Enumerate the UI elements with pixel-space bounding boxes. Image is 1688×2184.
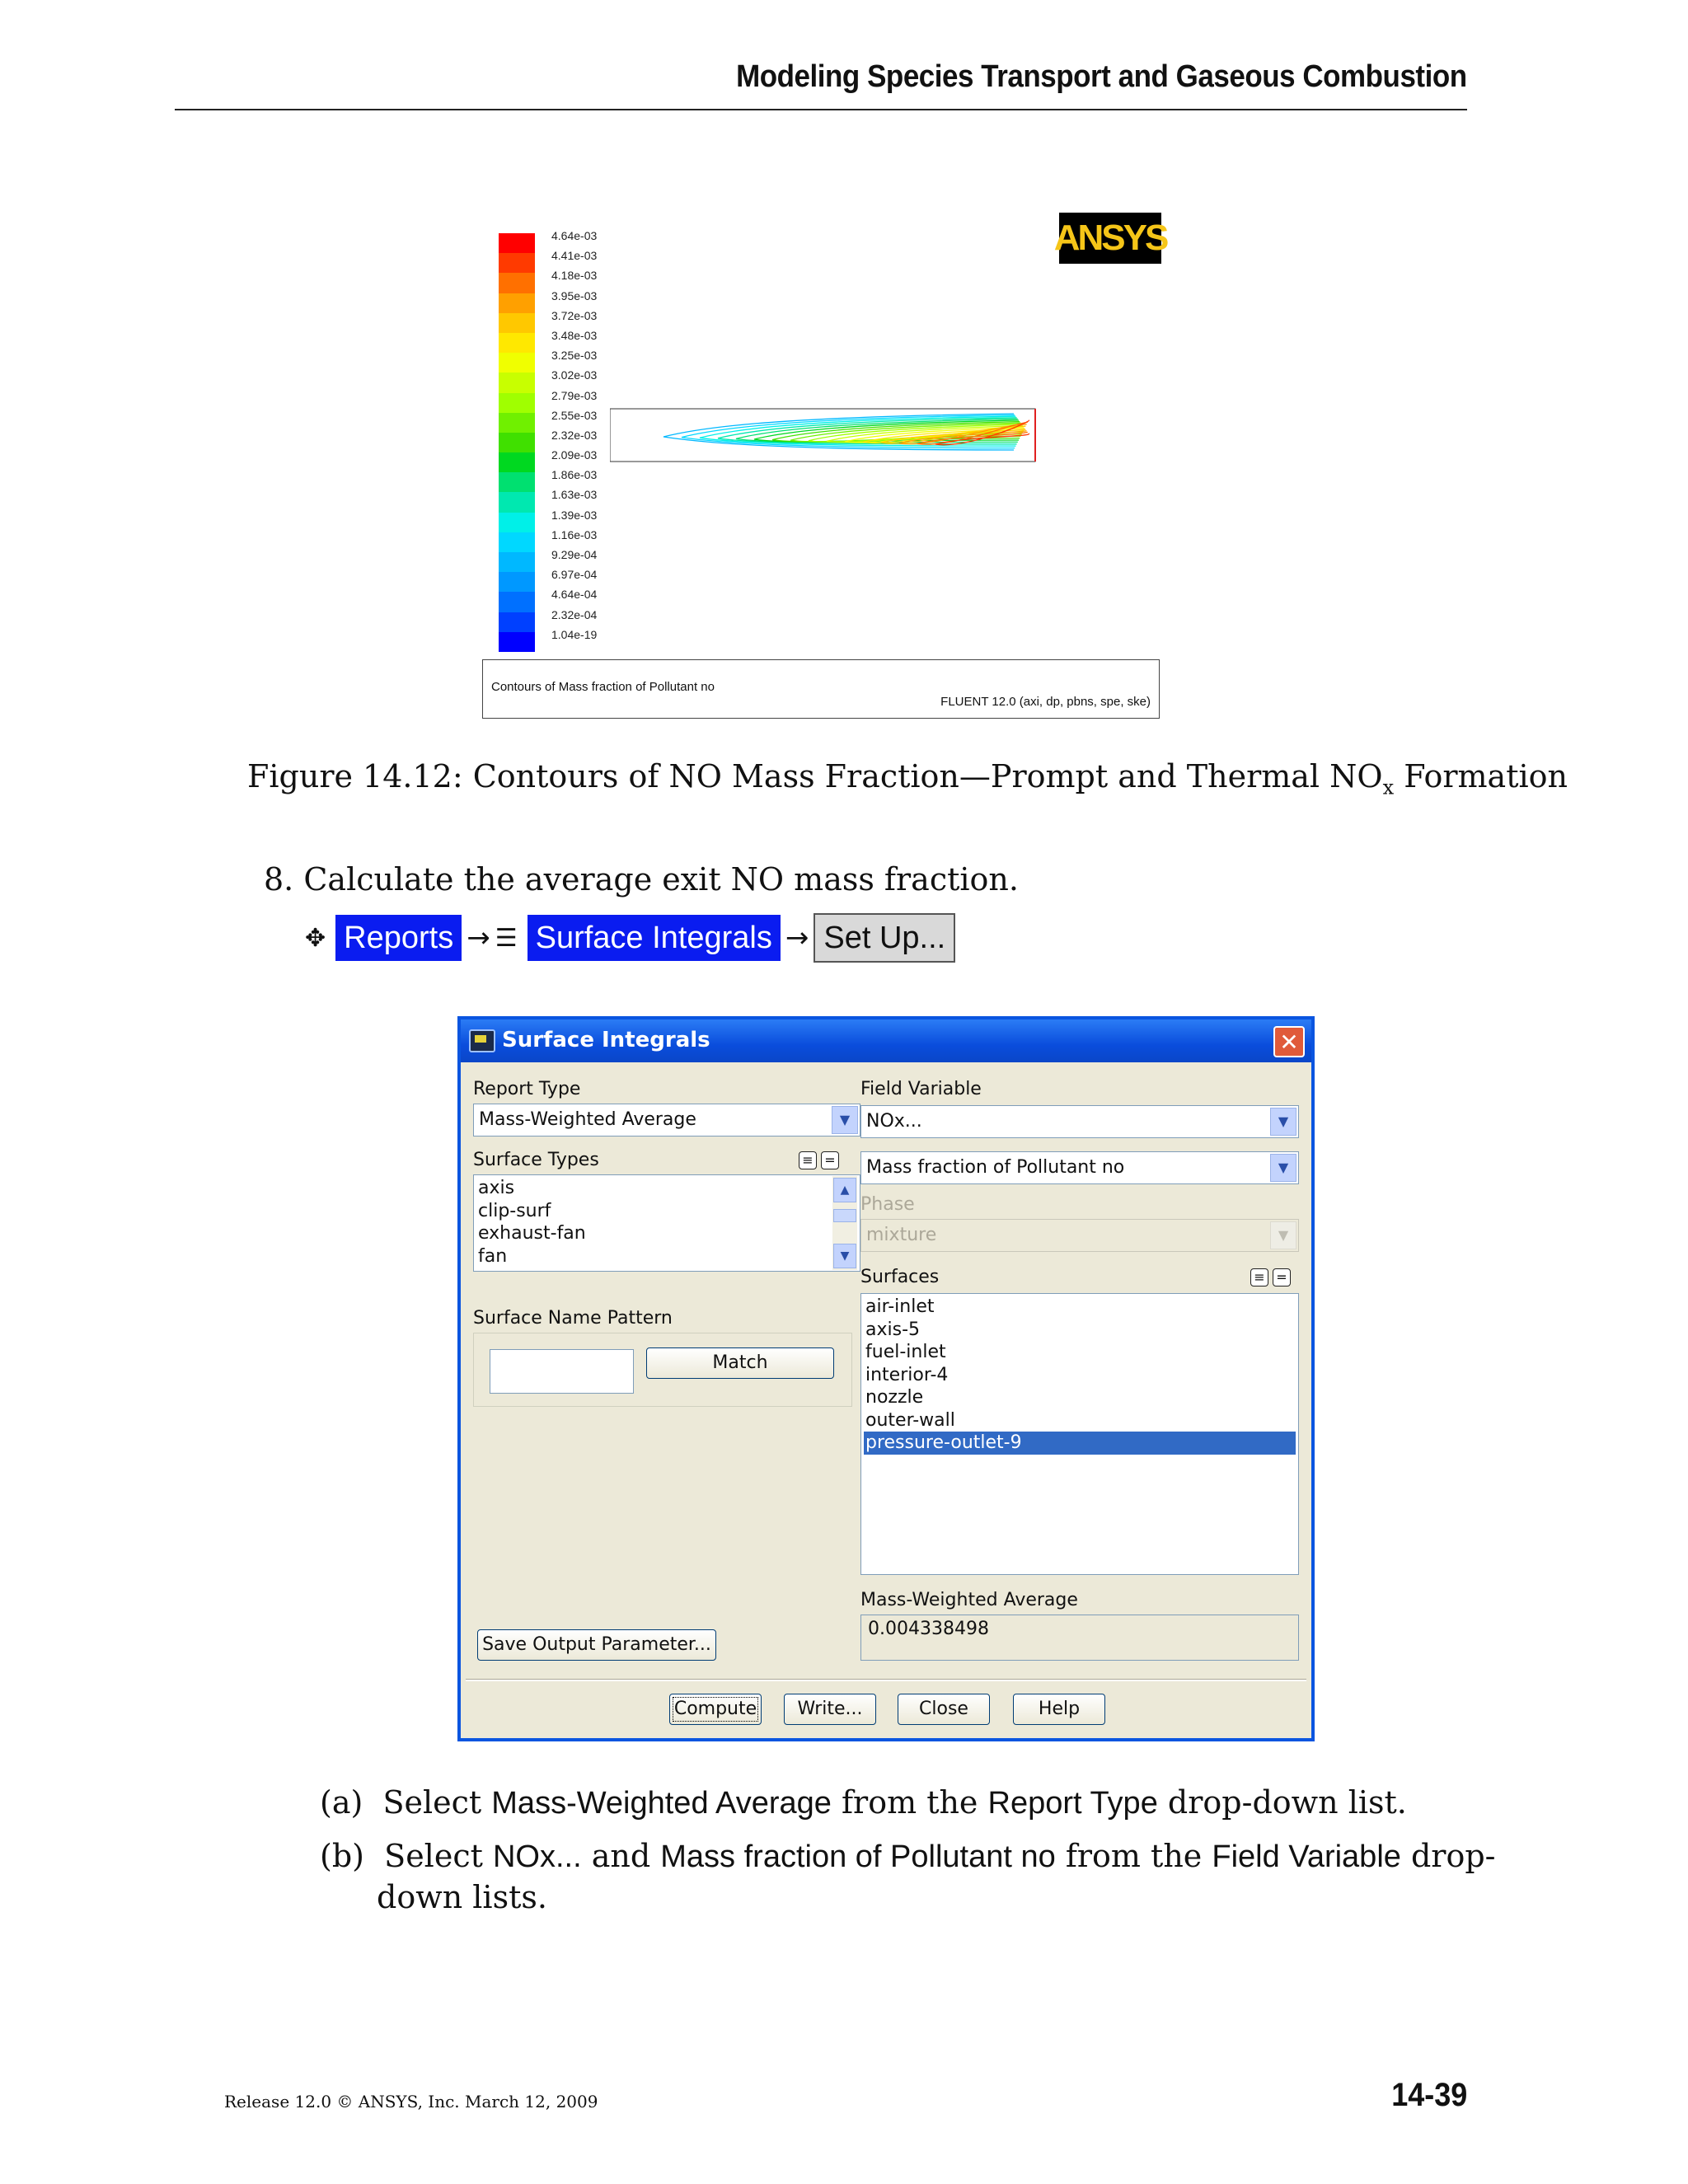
step-b: [320, 1838, 1496, 1875]
chevron-down-icon[interactable]: ▼: [1270, 1154, 1296, 1182]
close-icon[interactable]: ✕: [1273, 1026, 1305, 1057]
step-b-text: and: [581, 1838, 661, 1874]
colorbar-swatch: [499, 373, 535, 392]
result-value: 0.004338498: [868, 1619, 989, 1639]
colorbar-swatch: [499, 572, 535, 592]
colorbar-label: 3.25e-03: [551, 349, 598, 363]
colorbar-swatch: [499, 492, 535, 512]
scroll-up-icon[interactable]: ▲: [833, 1178, 856, 1202]
colorbar-swatch: [499, 353, 535, 373]
menu-path: [305, 913, 955, 963]
select-all-icon[interactable]: ≡: [1250, 1268, 1268, 1286]
scroll-thumb[interactable]: [833, 1209, 856, 1222]
list-item[interactable]: nozzle: [865, 1387, 924, 1408]
field-variable-label: Field Variable: [860, 1079, 982, 1099]
list-item[interactable]: exhaust-fan: [478, 1223, 586, 1244]
report-type-dropdown[interactable]: [473, 1104, 860, 1137]
dialog-titlebar[interactable]: [461, 1019, 1311, 1062]
field-variable-dropdown[interactable]: [860, 1105, 1299, 1138]
surface-name-pattern-label: Surface Name Pattern: [473, 1308, 673, 1329]
button-bar-separator: [466, 1679, 1306, 1681]
colorbar-label: 4.64e-04: [551, 588, 598, 602]
list-item[interactable]: air-inlet: [865, 1296, 935, 1317]
surface-integrals-dialog: [457, 1016, 1315, 1741]
list-item[interactable]: pressure-outlet-9: [864, 1432, 1296, 1455]
colorbar-swatch: [499, 452, 535, 472]
help-button[interactable]: Help: [1013, 1694, 1105, 1725]
close-button[interactable]: Close: [898, 1694, 990, 1725]
list-item[interactable]: fan: [478, 1245, 508, 1267]
colorbar-label: 3.02e-03: [551, 368, 598, 382]
colorbar-swatch: [499, 433, 535, 452]
list-item[interactable]: axis: [478, 1178, 515, 1198]
colorbar-label: 1.04e-19: [551, 627, 598, 641]
surfaces-items: [864, 1296, 1296, 1455]
plot-caption-box: [482, 659, 1160, 719]
colorbar-label: 2.32e-03: [551, 428, 598, 442]
caption-prefix: Figure 14.12: Contours of NO Mass Fraction—Prompt and Thermal NO: [247, 758, 1383, 794]
colorbar-labels: [551, 226, 597, 644]
surfaces-label: Surfaces: [860, 1267, 940, 1287]
path-arrow: →: [467, 921, 490, 954]
chevron-down-icon[interactable]: ▼: [832, 1106, 858, 1134]
list-item[interactable]: axis-5: [865, 1319, 921, 1340]
result-label: Mass-Weighted Average: [860, 1590, 1078, 1610]
phase-label: Phase: [860, 1194, 915, 1215]
step-b-text: drop-: [1400, 1838, 1496, 1874]
scroll-down-icon[interactable]: ▼: [833, 1244, 856, 1268]
path-arrow: →: [785, 921, 809, 954]
deselect-all-icon[interactable]: =: [821, 1151, 839, 1169]
contour-figure: [482, 206, 1167, 725]
plot-title: Contours of Mass fraction of Pollutant no: [491, 680, 715, 694]
colorbar-label: 4.18e-03: [551, 269, 598, 283]
colorbar-swatch: [499, 273, 535, 293]
colorbar-swatch: [499, 472, 535, 492]
colorbar-label: 2.55e-03: [551, 408, 598, 422]
list-item[interactable]: clip-surf: [478, 1200, 551, 1221]
surface-types-list[interactable]: [473, 1174, 860, 1272]
select-all-icon[interactable]: ≡: [799, 1151, 817, 1169]
colorbar-label: 3.72e-03: [551, 308, 598, 322]
colorbar-swatch: [499, 233, 535, 253]
colorbar-label: 2.32e-04: [551, 607, 598, 621]
solver-info: FLUENT 12.0 (axi, dp, pbns, spe, ske): [940, 695, 1151, 709]
colorbar-swatch: [499, 632, 535, 652]
step-b-text: Select: [384, 1838, 493, 1874]
colorbar-swatch: [499, 592, 535, 612]
colorbar-label: 6.97e-04: [551, 568, 598, 582]
colorbar-label: 9.29e-04: [551, 548, 598, 561]
colorbar-label: 1.86e-03: [551, 468, 598, 482]
footer-release: Release 12.0 © ANSYS, Inc. March 12, 2009: [224, 2092, 598, 2111]
page-number: 14-39: [1390, 2077, 1467, 2113]
chevron-down-icon[interactable]: ▼: [1270, 1108, 1296, 1136]
phase-value: mixture: [866, 1225, 937, 1245]
colorbar-label: 2.09e-03: [551, 448, 598, 462]
report-type-label: Report Type: [473, 1079, 581, 1099]
path-reports[interactable]: Reports: [335, 915, 462, 961]
colorbar-label: 4.41e-03: [551, 249, 598, 263]
path-set-up-button[interactable]: Set Up...: [814, 913, 955, 963]
ui-term: Field Variable: [1212, 1840, 1401, 1874]
field-variable-sub-value: Mass fraction of Pollutant no: [866, 1157, 1125, 1178]
surface-name-pattern-input[interactable]: [490, 1349, 634, 1394]
colorbar-swatch: [499, 413, 535, 433]
step-a: [320, 1784, 1407, 1821]
step-a-marker: (a): [320, 1784, 363, 1821]
chevron-down-icon: ▼: [1270, 1221, 1296, 1249]
colorbar-label: 3.95e-03: [551, 288, 598, 302]
ui-term: NOx...: [492, 1840, 582, 1874]
running-header: Modeling Species Transport and Gaseous Combustion: [736, 59, 1467, 94]
ui-term: Report Type: [987, 1786, 1158, 1821]
path-surface-integrals[interactable]: Surface Integrals: [528, 915, 781, 961]
result-value-field: [860, 1615, 1299, 1661]
step-b-marker: (b): [320, 1838, 364, 1874]
contour-plot: [610, 404, 1039, 470]
header-rule: [175, 109, 1467, 110]
figure-caption: [247, 758, 1568, 799]
colorbar: [499, 233, 535, 652]
ui-term: Mass fraction of Pollutant no: [660, 1840, 1056, 1874]
colorbar-swatch: [499, 532, 535, 552]
caption-subscript: x: [1382, 776, 1395, 799]
match-button[interactable]: Match: [646, 1347, 834, 1379]
surface-integrals-list-icon: ☰: [495, 923, 518, 953]
colorbar-label: 2.79e-03: [551, 388, 598, 402]
report-type-value: Mass-Weighted Average: [479, 1109, 696, 1130]
colorbar-swatch: [499, 253, 535, 273]
caption-suffix: Formation: [1394, 758, 1568, 794]
colorbar-label: 4.64e-03: [551, 229, 598, 242]
step-a-text: drop-down list.: [1157, 1784, 1407, 1821]
field-variable-sub-dropdown[interactable]: [860, 1151, 1299, 1184]
colorbar-label: 1.39e-03: [551, 508, 598, 522]
colorbar-label: 1.16e-03: [551, 527, 598, 541]
colorbar-swatch: [499, 313, 535, 333]
colorbar-swatch: [499, 293, 535, 313]
field-variable-value: NOx...: [866, 1111, 922, 1132]
colorbar-swatch: [499, 552, 535, 572]
surfaces-list[interactable]: [860, 1293, 1299, 1575]
list-item[interactable]: interior-4: [865, 1364, 949, 1385]
surface-types-items: [476, 1177, 857, 1268]
colorbar-swatch: [499, 393, 535, 413]
colorbar-swatch: [499, 333, 535, 353]
surface-types-scrollbar[interactable]: [832, 1176, 857, 1270]
colorbar-label: 1.63e-03: [551, 488, 598, 502]
deselect-all-icon[interactable]: =: [1273, 1268, 1291, 1286]
colorbar-swatch: [499, 513, 535, 532]
surface-types-label: Surface Types: [473, 1150, 599, 1170]
phase-dropdown: [860, 1219, 1299, 1252]
colorbar-label: 3.48e-03: [551, 328, 598, 342]
write-button[interactable]: Write...: [784, 1694, 876, 1725]
colorbar-swatch: [499, 612, 535, 632]
compute-button[interactable]: Compute: [669, 1694, 762, 1725]
save-output-parameter-button[interactable]: Save Output Parameter...: [477, 1629, 716, 1661]
step-a-text: Select: [382, 1784, 492, 1821]
ui-term: Mass-Weighted Average: [491, 1786, 832, 1821]
list-item[interactable]: fuel-inlet: [865, 1342, 946, 1362]
fluent-window-icon: [469, 1029, 495, 1052]
step-b-line-2: down lists.: [377, 1879, 547, 1915]
step-b-text: from the: [1055, 1838, 1212, 1874]
step-a-text: from the: [831, 1784, 988, 1821]
step-8-text: 8. Calculate the average exit NO mass fraction.: [264, 861, 1019, 898]
reports-move-icon: ✥: [305, 923, 326, 953]
list-item[interactable]: outer-wall: [865, 1409, 955, 1431]
ansys-logo: ANSYS: [1059, 213, 1161, 264]
dialog-title: Surface Integrals: [502, 1028, 710, 1052]
contour-lines: [663, 414, 1029, 450]
